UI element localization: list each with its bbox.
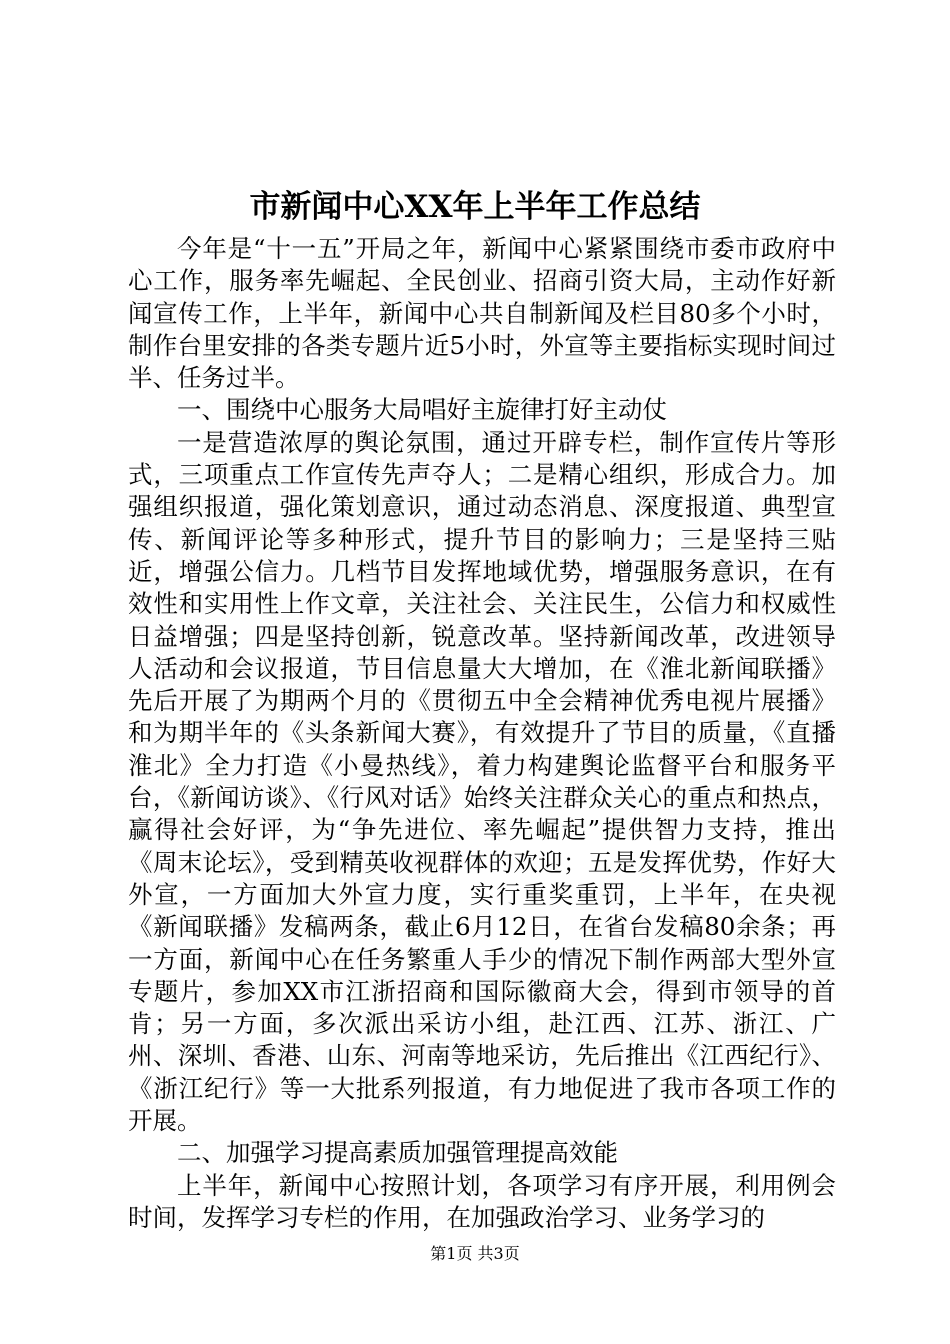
section-2-paragraph: 上半年，新闻中心按照计划，各项学习有序开展，利用例会时间，发挥学习专栏的作用，在加强政治学习、业务学习的	[128, 1170, 836, 1232]
section-1-paragraph: 一是营造浓厚的舆论氛围，通过开辟专栏，制作宣传片等形式，三项重点工作宣传先声夺人；二是精心组织，形成合力。加强组织报道，强化策划意识，通过动态消息、深度报道、典型宣传、新闻评论等多种形式，提升节目的影响力；三是坚持三贴近，增强公信力。几档节目发挥地域优势，增强服务意识，在有效性和实用性上作文章，关注社会、关注民生，公信力和权威性日益增强；四是坚持创新，锐意改革。坚持新闻改革，改进领导人活动和会议报道，节目信息量大大增加，在《淮北新闻联播》先后开展了为期两个月的《贯彻五中全会精神优秀电视片展播》和为期半年的《头条新闻大赛》，有效提升了节目的质量，《直播淮北》全力打造《小曼热线》，着力构建舆论监督平台和服务平台，《新闻访谈》、《行风对话》始终关注群众关心的重点和热点，赢得社会好评，为“争先进位、率先崛起”提供智力支持，推出《周末论坛》，受到精英收视群体的欢迎；五是发挥优势，作好大外宣，一方面加大外宣力度，实行重奖重罚，上半年，在央视《新闻联播》发稿两条，截止6月12日，在省台发稿80余条；再一方面，新闻中心在任务繁重人手少的情况下制作两部大型外宣专题片，参加XX市江浙招商和国际徽商大会，得到市领导的首肯；另一方面，多次派出采访小组，赴江西、江苏、浙江、广州、深圳、香港、山东、河南等地采访，先后推出《江西纪行》、《浙江纪行》等一大批系列报道，有力地促进了我市各项工作的开展。	[128, 427, 836, 1136]
section-heading-2: 二、加强学习提高素质加强管理提高效能	[177, 1138, 618, 1168]
document-body	[128, 233, 836, 1234]
page-footer: 第1页 共3页	[430, 1244, 520, 1263]
section-heading-1: 一、围绕中心服务大局唱好主旋律打好主动仗	[177, 395, 667, 425]
document-title: 市新闻中心XX年上半年工作总结	[249, 189, 701, 225]
intro-paragraph: 今年是“十一五”开局之年，新闻中心紧紧围绕市委市政府中心工作，服务率先崛起、全民创业、招商引资大局，主动作好新闻宣传工作，上半年，新闻中心共自制新闻及栏目80多个小时，制作台里安排的各类专题片近5小时，外宣等主要指标实现时间过半、任务过半。	[128, 234, 836, 393]
